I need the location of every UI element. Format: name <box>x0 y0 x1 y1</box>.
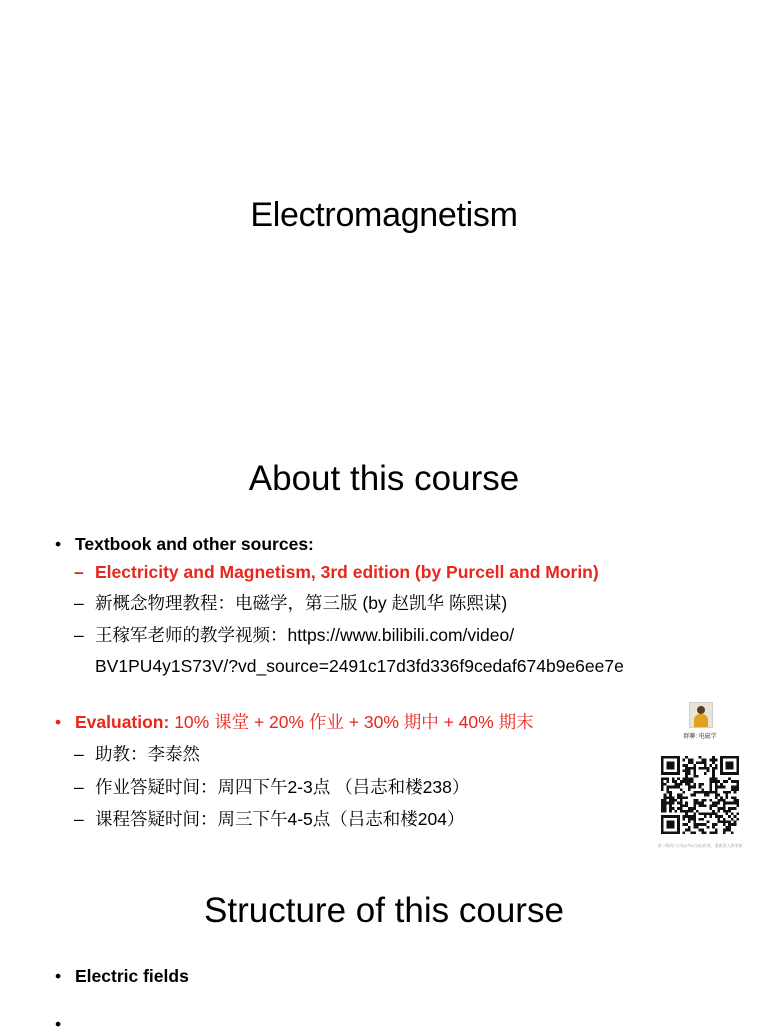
bullet-mark: • <box>55 534 62 554</box>
evaluation-label: Evaluation: <box>75 712 170 732</box>
dash-mark: – <box>74 562 84 582</box>
qr-code-icon <box>661 756 739 834</box>
video-url-text: BV1PU4y1S73V/?vd_source=2491c17d3fd336f9cedaf674b9e6ee7e <box>95 656 624 676</box>
textbook-item-text: 新概念物理教程：电磁学，第三版 (by 赵凯华 陈熙谋) <box>95 593 508 613</box>
dash-mark: – <box>74 777 84 797</box>
bullet-mark: • <box>55 1014 62 1034</box>
about-course-heading: About this course <box>248 459 520 498</box>
evaluation-item-text: 课程答疑时间：周三下午4-5点（吕志和楼204） <box>95 809 465 829</box>
textbook-item-text: Electricity and Magnetism, 3rd edition (by Purcell and Morin) <box>95 562 599 582</box>
dash-mark: – <box>74 625 84 645</box>
qr-finder-center <box>666 821 674 829</box>
evaluation-item-text: 作业答疑时间：周四下午2-3点 （吕志和楼238） <box>95 777 470 797</box>
textbook-item-text: 王稼军老师的教学视频：https://www.bilibili.com/video/ <box>95 625 515 645</box>
qr-expiry-note: 该二维码7天内(3月4日前)有效，重新进入将更新 <box>657 843 743 848</box>
evaluation-item-text: 助教：李泰然 <box>95 744 200 764</box>
group-avatar <box>689 702 713 728</box>
dash-mark: – <box>74 744 84 764</box>
qr-finder-center <box>666 761 674 769</box>
slide-title-electromagnetism: Electromagnetism <box>250 196 518 234</box>
group-qr-card <box>640 700 760 855</box>
bullet-mark: • <box>55 966 62 986</box>
textbook-heading: Textbook and other sources: <box>75 534 314 554</box>
qr-finder-center <box>726 761 734 769</box>
structure-course-heading: Structure of this course <box>204 891 564 930</box>
group-name-label: 群聊: 电磁学 <box>683 734 717 740</box>
structure-item-text: Electric fields <box>75 966 189 986</box>
bullet-mark: • <box>55 712 62 732</box>
dash-mark: – <box>74 809 84 829</box>
dash-mark: – <box>74 593 84 613</box>
evaluation-detail: 10% 课堂 + 20% 作业 + 30% 期中 + 40% 期末 <box>169 712 534 732</box>
